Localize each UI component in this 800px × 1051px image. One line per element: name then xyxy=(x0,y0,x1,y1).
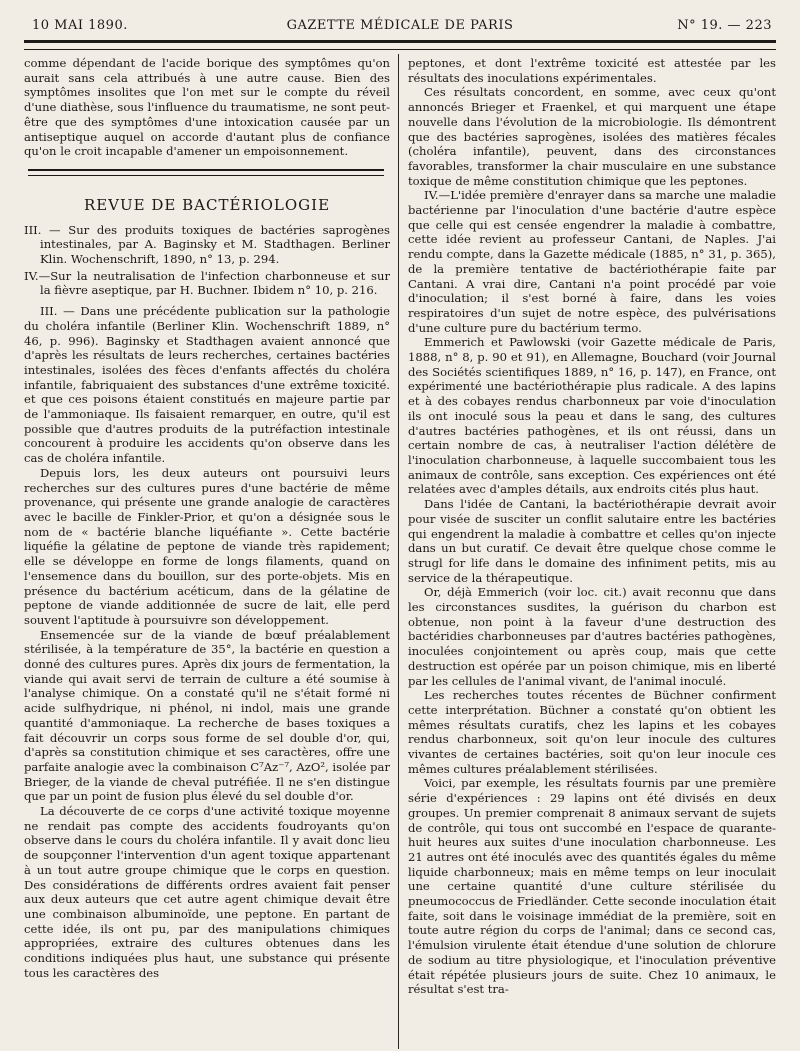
paragraph: Or, déjà Emmerich (voir loc. cit.) avait reconnu que dans les circonstances susdites, la guérison du charbon est obtenue, non point à la faveur d'une destruction des bactéridies charbonneuses par d'autres bactéries pathogènes, inoculées conjointement ou après coup, mais que cette destruction est opérée par un poison chimique, mis en liberté par les cellules de l'animal vivant, de l'animal inoculé. xyxy=(408,585,776,688)
left-column xyxy=(24,56,390,1051)
paragraph: IV.—L'idée première d'enrayer dans sa marche une maladie bactérienne par l'inoculation d'une bactérie d'autre espèce que celle qui est censée engendrer la maladie à combattre, cette idée revient au professeur Cantani, de Naples. J'ai rendu compte, dans la Gazette médicale (1885, n° 31, p. 365), de la première tentative de bactériothérapie faite par Cantani. A vrai dire, Cantani n'a point procédé par voie d'inoculation; il s'est borné à faire, dans les voies respiratoires d'un sujet de notre espèce, des pulvérisations d'une culture pure du bactérium termo. xyxy=(408,188,776,335)
paragraph: peptones, et dont l'extrême toxicité est attestée par les résultats des inoculations expérimentales. xyxy=(408,56,776,85)
column-divider xyxy=(398,54,399,1049)
paragraph: La découverte de ce corps d'une activité toxique moyenne ne rendait pas compte des accidents foudroyants qu'on observe dans le cours du choléra infantile. Il y avait donc lieu de soupçonner l'intervention d'un agent toxique appartenant à un tout autre groupe chimique que le corps en question. Des considérations de différents ordres avaient fait penser aux deux auteurs que cet autre agent chimique devait être une combinaison albuminoïde, une peptone. En partant de cette idée, ils ont pu, par des manipulations chimiques appropriées, extraire des cultures obtenues dans les conditions indiquées plus haut, une substance qui présente tous les caractères des xyxy=(24,804,390,980)
paragraph: Depuis lors, les deux auteurs ont poursuivi leurs recherches sur des cultures pures d'une bactérie de même provenance, qui présente une grande analogie de caractères avec le bacille de Finkler-Prior, et qu'on a désignée sous le nom de « bactérie blanche liquéfiante ». Cette bactérie liquéfie la gélatine de peptone de viande très rapidement; elle se développe en forme de longs filaments, quand on l'ensemence dans du bouillon, sur des porte-objets. Mis en présence du bactérium acéticum, dans de la gélatine de peptone de viande additionnée de sucre de lait, elle perd souvent l'aptitude à poursuivre son développement. xyxy=(24,465,390,627)
paragraph: Ensemencée sur de la viande de bœuf préalablement stérilisée, à la température de 35°, la bactérie en question a donné des cultures pures. Après dix jours de fermentation, la viande qui avait servi de terrain de culture a été soumise à l'analyse chimique. On a constaté qu'il ne s'était formé ni acide sulfhydrique, ni phénol, ni indol, mais une grande quantité d'ammoniaque. La recherche de bases toxiques a fait découvrir un corps sous forme de sel double d'or, qui, d'après sa constitution chimique et ses caractères, offre une parfaite analogie avec la combinaison C⁷Az⁻⁷, AzO², isolée par Brieger, de la viande de cheval putréfiée. Il ne s'en distingue que par un point de fusion plus élevé du sel double d'or. xyxy=(24,627,390,804)
header-date: 10 MAI 1890. xyxy=(32,18,128,33)
reference-entry: III. — Sur des produits toxiques de bactéries saprogènes intestinales, par A. Baginsky et M. Stadthagen. Berliner Klin. Wochenschrift, 1890, n° 13, p. 294. xyxy=(24,222,390,267)
paragraph: Dans l'idée de Cantani, la bactériothérapie devrait avoir pour visée de susciter un conflit salutaire entre les bactéries qui engendrent la maladie à combattre et celles qu'on injecte dans un but curatif. Ce devait être quelque chose comme le strugl for life dans le domaine des infiniment petits, mis au service de la thérapeutique. xyxy=(408,497,776,585)
paragraph: III. — Dans une précédente publication sur la pathologie du choléra infantile (Berliner Klin. Wochenschrift 1889, n° 46, p. 996). Baginsky et Stadthagen avaient annoncé que d'après les résultats de leurs recherches, certaines bactéries intestinales, isolées des fèces d'enfants affectés du choléra infantile, fabriquaient des substances d'une extrême toxicité. et que ces poisons étaient constitués en majeure partie par de l'ammoniaque. Ils faisaient remarquer, en outre, qu'il est possible que d'autres produits de la putréfaction intestinale concourent à produire les accidents qu'on observe dans les cas de choléra infantile. xyxy=(24,304,390,466)
header-rule xyxy=(24,40,776,50)
reference-entry: IV.—Sur la neutralisation de l'infection charbonneuse et sur la fièvre aseptique, par H. Buchner. Ibidem n° 10, p. 216. xyxy=(24,268,390,298)
paragraph: Emmerich et Pawlowski (voir Gazette médicale de Paris, 1888, n° 8, p. 90 et 91), en Allemagne, Bouchard (voir Journal des Sociétés scientifiques 1889, n° 16, p. 147), en France, ont expérimenté une bactériothérapie plus radicale. A des lapins et à des cobayes rendus charbonneux par voie d'inoculation ils ont inoculé sous la peau et dans le sang, des cultures d'autres bactéries pathogènes, et ils ont réussi, dans un certain nombre de cas, à neutraliser l'action délétère de l'inoculation charbonneuse, à laquelle succombaient tous les animaux de contrôle, sans exception. Ces expériences ont été relatées avec d'amples détails, aux endroits cités plus haut. xyxy=(408,335,776,497)
header-journal-title: GAZETTE MÉDICALE DE PARIS xyxy=(286,18,514,33)
paragraph: comme dépendant de l'acide borique des symptômes qu'on aurait sans cela attribués à une autre cause. Bien des symptômes insolites que l'on met sur le compte du réveil d'une diathèse, sous l'influence du traumatisme, ne sont peut-être que des symptômes d'une intoxication causée par un antiseptique auquel on accorde d'autant plus de confiance qu'on le croit incapable d'amener un empoisonnement. xyxy=(24,56,390,159)
paragraph: Ces résultats concordent, en somme, avec ceux qu'ont annoncés Brieger et Fraenkel, et qui marquent une étape nouvelle dans l'évolution de la microbiologie. Ils démontrent que des bactéries saprogènes, isolées des matières fécales (choléra infantile), peuvent, dans des circonstances favorables, transformer la chair musculaire en une substance toxique de même constitution chimique que les peptones. xyxy=(408,85,776,188)
section-title: REVUE DE BACTÉRIOLOGIE xyxy=(83,195,331,214)
page-header xyxy=(24,14,776,36)
paragraph: Les recherches toutes récentes de Büchner confirment cette interprétation. Büchner a constaté qu'on obtient les mêmes résultats curatifs, chez les lapins et les cobayes rendus charbonneux, soit qu'on leur inocule des cultures vivantes de certaines bactéries, soit qu'on leur inocule ces mêmes cultures préalablement stérilisées. xyxy=(408,688,776,776)
paragraph: Voici, par exemple, les résultats fournis par une première série d'expériences : 29 lapins ont été divisés en deux groupes. Un premier comprenait 8 animaux servant de sujets de contrôle, qui tous ont succombé en l'espace de quarante-huit heures aux suites d'une inoculation charbonneuse. Les 21 autres ont été inoculés avec des quantités égales du même liquide charbonneux; mais en même temps on leur inoculait une certaine quantité d'une culture stérilisée du pneumococcus de Friedländer. Cette seconde inoculation était faite, soit dans le voisinage immédiat de la première, soit en toute autre région du corps de l'animal; dans ce second cas, l'émulsion virulente était étendue d'une solution de chlorure de sodium au titre physiologique, et l'inoculation préventive était répétée plusieurs jours de suite. Chez 10 animaux, le résultat s'est tra- xyxy=(408,776,776,997)
section-divider xyxy=(28,169,384,176)
right-column xyxy=(408,56,776,1051)
header-issue-page: N° 19. — 223 xyxy=(677,18,772,33)
